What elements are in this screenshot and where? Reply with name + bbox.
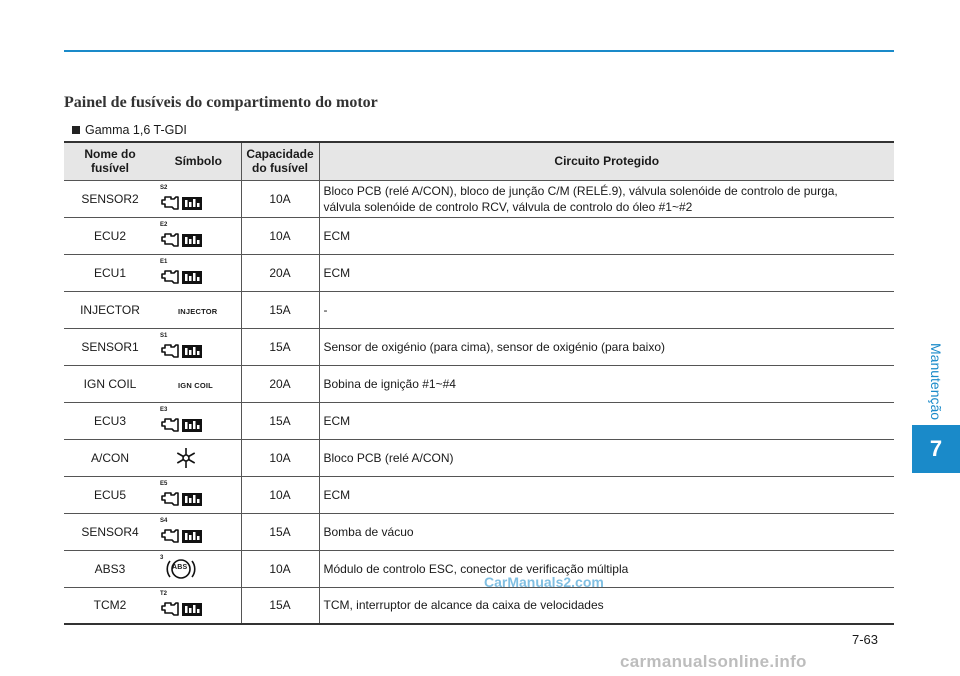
- symbol-graphic: [160, 591, 204, 619]
- fuse-capacity: 15A: [241, 513, 319, 550]
- symbol-graphic: [160, 259, 204, 287]
- symbol-code: E5: [160, 480, 168, 487]
- table-row: [64, 587, 894, 624]
- symbol-code: E3: [160, 406, 168, 413]
- fuse-symbol: [156, 291, 241, 328]
- circuit-line: ECM: [323, 487, 351, 502]
- fuse-capacity: 10A: [241, 476, 319, 513]
- symbol-graphic: [160, 185, 204, 213]
- table-row: [64, 217, 894, 254]
- table-row: [64, 476, 894, 513]
- fuse-circuit: [319, 476, 894, 513]
- engine-symbol-icon: [160, 231, 204, 249]
- fuse-circuit: [319, 550, 894, 587]
- fuse-capacity: 15A: [241, 587, 319, 624]
- symbol-graphic: [160, 407, 204, 435]
- fuse-symbol: [156, 439, 241, 476]
- square-bullet-icon: [72, 126, 80, 134]
- engine-symbol-icon: [160, 490, 204, 508]
- circuit-line: ECM: [323, 265, 351, 280]
- engine-symbol-icon: [160, 600, 204, 618]
- header-capacity: [241, 142, 319, 180]
- table-row: [64, 550, 894, 587]
- circuit-line: Bloco PCB (relé A/CON): [323, 450, 454, 465]
- circuit-line: ECM: [323, 228, 351, 243]
- chapter-tab: 7: [912, 425, 960, 473]
- table-row: [64, 513, 894, 550]
- symbol-code: S1: [160, 332, 168, 339]
- circuit-line: ECM: [323, 413, 351, 428]
- table-row: [64, 402, 894, 439]
- table-header-row: [64, 142, 894, 180]
- table-row: [64, 254, 894, 291]
- symbol-graphic: [160, 518, 204, 546]
- fuse-symbol: [156, 587, 241, 624]
- symbol-graphic: [160, 222, 204, 250]
- fuse-circuit: [319, 217, 894, 254]
- engine-symbol-icon: [160, 527, 204, 545]
- fuse-capacity: 20A: [241, 365, 319, 402]
- fuse-circuit: [319, 328, 894, 365]
- fuse-symbol: [156, 217, 241, 254]
- table-row: [64, 180, 894, 217]
- symbol-code: 3: [160, 554, 164, 561]
- circuit-line: Bomba de vácuo: [323, 524, 414, 539]
- fuse-symbol: [156, 328, 241, 365]
- fuse-circuit: [319, 402, 894, 439]
- engine-subheading-text: Gamma 1,6 T-GDI: [85, 123, 187, 137]
- fuse-name: ECU1: [64, 254, 156, 291]
- circuit-line: Bloco PCB (relé A/CON), bloco de junção C/M (RELÉ.9), válvula solenóide de controlo de purga,: [323, 183, 838, 198]
- fuse-capacity: 20A: [241, 254, 319, 291]
- header-capacity-line1: Capacidade: [246, 147, 314, 162]
- header-fuse-name: [64, 142, 156, 180]
- symbol-graphic: [178, 377, 213, 391]
- engine-subheading: [72, 123, 187, 137]
- engine-symbol-icon: [160, 416, 204, 434]
- top-rule: [64, 50, 894, 52]
- fuse-table: [64, 141, 894, 625]
- fuse-name: ECU2: [64, 217, 156, 254]
- header-fuse-name-line1: Nome do: [84, 147, 136, 162]
- table-row: [64, 365, 894, 402]
- fuse-capacity: 10A: [241, 217, 319, 254]
- symbol-code: E1: [160, 258, 168, 265]
- circuit-line: -: [323, 302, 328, 317]
- fuse-circuit: [319, 365, 894, 402]
- footer-watermark: carmanualsonline.info: [620, 652, 807, 671]
- engine-symbol-icon: [160, 194, 204, 212]
- circuit-line: Módulo de controlo ESC, conector de verificação múltipla: [323, 561, 629, 576]
- symbol-code: E2: [160, 221, 168, 228]
- fuse-circuit: [319, 254, 894, 291]
- fuse-circuit: [319, 587, 894, 624]
- table-row: [64, 439, 894, 476]
- symbol-text: INJECTOR: [178, 306, 218, 316]
- fuse-symbol: [156, 180, 241, 217]
- fuse-capacity: 15A: [241, 328, 319, 365]
- fuse-name: ECU3: [64, 402, 156, 439]
- symbol-code: T2: [160, 591, 168, 598]
- engine-symbol-icon: [160, 268, 204, 286]
- header-fuse-name-line2: fusível: [90, 161, 129, 176]
- fuse-name: IGN COIL: [64, 365, 156, 402]
- symbol-code: S2: [160, 184, 168, 191]
- fuse-circuit: [319, 291, 894, 328]
- fuse-capacity: 15A: [241, 291, 319, 328]
- symbol-code: S4: [160, 517, 168, 524]
- fuse-name: SENSOR4: [64, 513, 156, 550]
- fuse-symbol: [156, 476, 241, 513]
- snowflake-icon: [174, 446, 198, 470]
- symbol-graphic: [160, 333, 204, 361]
- circuit-line: TCM, interruptor de alcance da caixa de velocidades: [323, 598, 604, 613]
- fuse-name: SENSOR2: [64, 180, 156, 217]
- symbol-graphic: [178, 303, 217, 317]
- symbol-graphic: [160, 444, 212, 472]
- fuse-circuit: [319, 180, 894, 217]
- fuse-name: A/CON: [64, 439, 156, 476]
- watermark: CarManuals2.com: [484, 574, 604, 590]
- fuse-symbol: [156, 550, 241, 587]
- fuse-name: ECU5: [64, 476, 156, 513]
- abs-text: ABS: [172, 563, 188, 571]
- table-row: [64, 328, 894, 365]
- fuse-name: INJECTOR: [64, 291, 156, 328]
- circuit-line: válvula solenóide de controlo RCV, válvula de controlo do óleo #1~#2: [323, 199, 693, 214]
- symbol-text: IGN COIL: [178, 380, 213, 390]
- header-circuit: Circuito Protegido: [319, 142, 894, 180]
- fuse-capacity: 10A: [241, 439, 319, 476]
- section-title: Painel de fusíveis do compartimento do motor: [64, 94, 378, 111]
- fuse-symbol: [156, 254, 241, 291]
- fuse-capacity: 10A: [241, 550, 319, 587]
- header-symbol: Símbolo: [156, 142, 241, 180]
- engine-symbol-icon: [160, 342, 204, 360]
- fuse-name: SENSOR1: [64, 328, 156, 365]
- fuse-symbol: [156, 402, 241, 439]
- fuse-capacity: 15A: [241, 402, 319, 439]
- circuit-line: Bobina de ignição #1~#4: [323, 376, 456, 391]
- fuse-capacity: 10A: [241, 180, 319, 217]
- fuse-name: TCM2: [64, 587, 156, 624]
- table-row: [64, 291, 894, 328]
- chapter-side-label: Manutenção: [928, 343, 944, 421]
- symbol-graphic: [160, 555, 204, 583]
- header-capacity-line2: do fusível: [251, 161, 308, 176]
- fuse-symbol: [156, 365, 241, 402]
- page-number: 7-63: [852, 632, 879, 647]
- fuse-circuit: [319, 439, 894, 476]
- fuse-circuit: [319, 513, 894, 550]
- fuse-symbol: [156, 513, 241, 550]
- symbol-graphic: [160, 481, 204, 509]
- fuse-name: ABS3: [64, 550, 156, 587]
- circuit-line: Sensor de oxigénio (para cima), sensor de oxigénio (para baixo): [323, 339, 666, 354]
